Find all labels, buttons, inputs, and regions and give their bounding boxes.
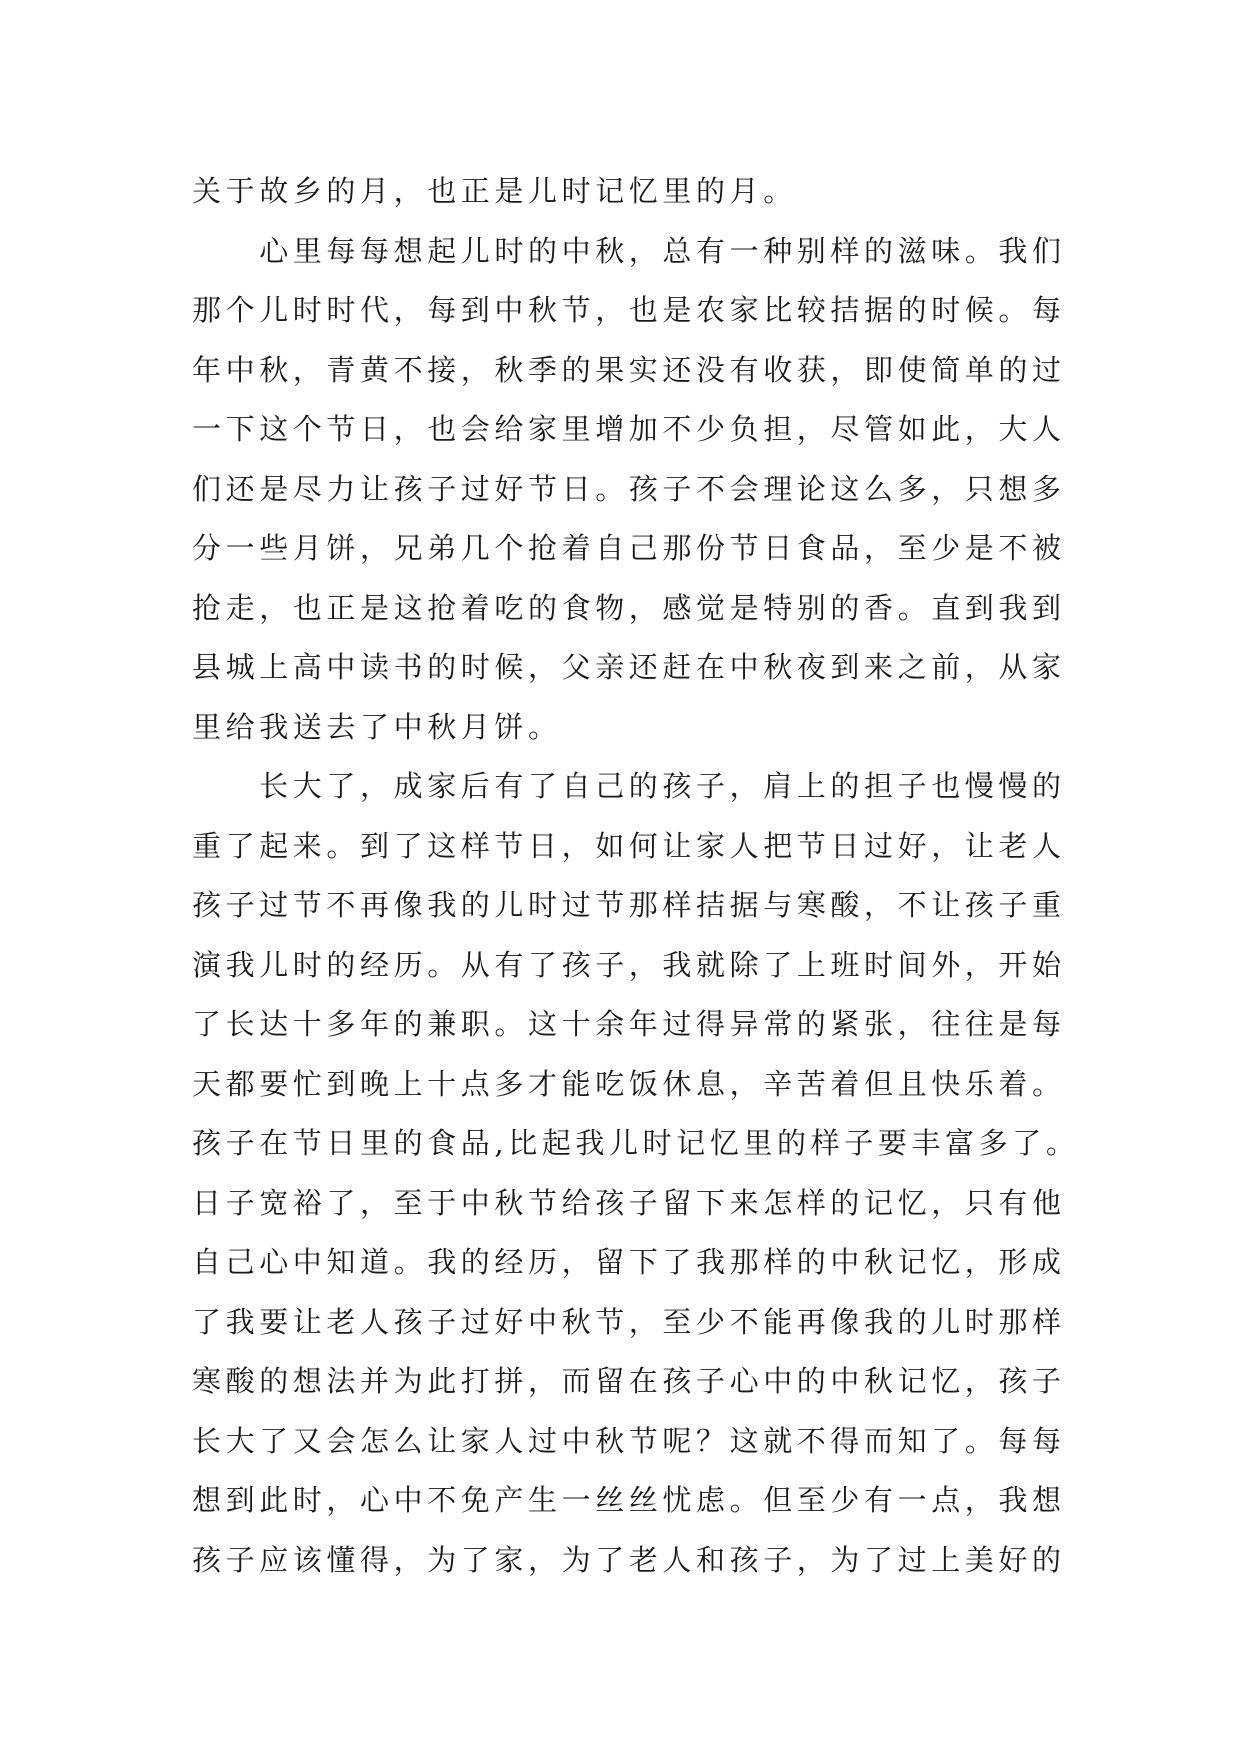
text-line: 长大了又会怎么让家人过中秋节呢？这就不得而知了。每每 — [192, 1423, 1066, 1458]
text-line: 长大了，成家后有了自己的孩子，肩上的担子也慢慢的 — [192, 769, 1066, 803]
text-line: 县城上高中读书的时候，父亲还赶在中秋夜到来之前，从家 — [192, 650, 1066, 684]
text-line: 孩子在节日里的食品,比起我儿时记忆里的样子要丰富多了。 — [192, 1126, 1080, 1160]
text-line: 了长达十多年的兼职。这十余年过得异常的紧张，往往是每 — [192, 1007, 1066, 1041]
text-line: 日子宽裕了，至于中秋节给孩子留下来怎样的记忆，只有他 — [192, 1185, 1066, 1220]
text-line: 天都要忙到晚上十点多才能吃饭休息，辛苦着但且快乐着。 — [192, 1066, 1066, 1101]
text-line: 心里每每想起儿时的中秋，总有一种别样的滋味。我们 — [192, 233, 1066, 268]
text-line: 里给我送去了中秋月饼。 — [192, 709, 562, 744]
text-line: 想到此时，心中不免产生一丝丝忧虑。但至少有一点，我想 — [192, 1483, 1066, 1517]
text-line: 们还是尽力让孩子过好节日。孩子不会理论这么多，只想多 — [192, 471, 1066, 506]
text-line: 孩子过节不再像我的儿时过节那样拮据与寒酸，不让孩子重 — [192, 888, 1066, 922]
text-line: 一下这个节日，也会给家里增加不少负担，尽管如此，大人 — [192, 412, 1066, 446]
text-line: 关于故乡的月，也正是儿时记忆里的月。 — [192, 174, 797, 208]
text-line: 自己心中知道。我的经历，留下了我那样的中秋记忆，形成 — [192, 1245, 1066, 1279]
text-line: 重了起来。到了这样节日，如何让家人把节日过好，让老人 — [192, 828, 1066, 863]
text-line: 年中秋，青黄不接，秋季的果实还没有收获，即使简单的过 — [192, 352, 1066, 387]
text-line: 那个儿时时代，每到中秋节，也是农家比较拮据的时候。每 — [192, 293, 1066, 327]
body-text — [192, 162, 1080, 1590]
text-line: 了我要让老人孩子过好中秋节，至少不能再像我的儿时那样 — [192, 1304, 1066, 1339]
text-line: 抢走，也正是这抢着吃的食物，感觉是特别的香。直到我到 — [192, 590, 1066, 625]
text-line: 演我儿时的经历。从有了孩子，我就除了上班时间外，开始 — [192, 947, 1066, 982]
text-line: 寒酸的想法并为此打拼，而留在孩子心中的中秋记忆，孩子 — [192, 1364, 1066, 1398]
text-line: 分一些月饼，兄弟几个抢着自己那份节日食品，至少是不被 — [192, 531, 1066, 565]
text-line: 孩子应该懂得，为了家，为了老人和孩子，为了过上美好的 — [192, 1542, 1066, 1577]
